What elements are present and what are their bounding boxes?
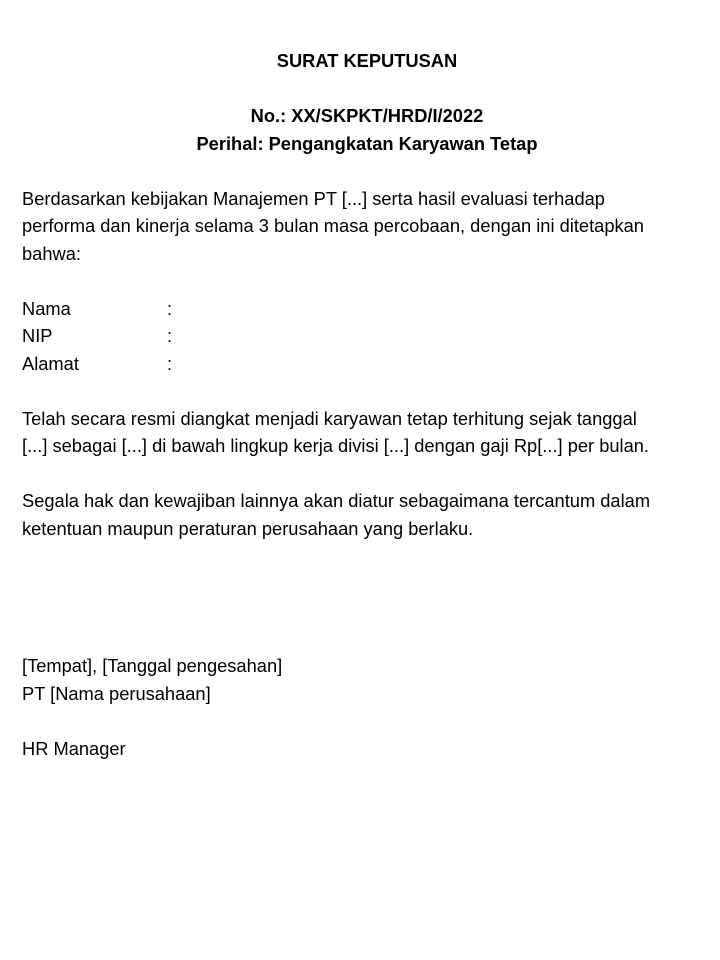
intro-paragraph: [22, 185, 712, 268]
rights-line: Segala hak dan kewajiban lainnya akan diatur sebagaimana tercantum dalam: [22, 490, 651, 511]
document-page: [22, 47, 712, 762]
intro-line: bahwa:: [22, 242, 81, 264]
spacer: [22, 157, 712, 185]
document-title: SURAT KEPUTUSAN: [276, 50, 458, 71]
spacer: [22, 625, 712, 653]
intro-line: Berdasarkan kebijakan Manajemen PT [...] serta hasil evaluasi terhadap: [22, 187, 605, 209]
signature-company: PT [Nama perusahaan]: [22, 682, 211, 704]
spacer: [22, 542, 712, 570]
appointment-line: Telah secara resmi diangkat menjadi karyawan tetap terhitung sejak tanggal: [22, 407, 637, 429]
rights-line: ketentuan maupun peraturan perusahaan yang berlaku.: [22, 517, 474, 539]
document-number: No.: XX/SKPKT/HRD/I/2022: [250, 105, 484, 126]
spacer: [22, 75, 712, 103]
field-label: Nama: [22, 297, 71, 319]
field-separator: :: [167, 352, 173, 374]
document-subject: Perihal: Pengangkatan Karyawan Tetap: [196, 132, 538, 154]
rights-paragraph: [22, 487, 712, 542]
field-separator: :: [167, 325, 173, 346]
spacer: [22, 267, 712, 295]
spacer: [22, 570, 712, 598]
spacer: [22, 707, 712, 735]
field-nip: [22, 322, 712, 350]
field-label: Alamat: [22, 352, 79, 374]
spacer: [22, 377, 712, 405]
employee-fields: [22, 295, 712, 378]
appointment-paragraph: [22, 405, 712, 460]
field-alamat: [22, 350, 712, 378]
spacer: [22, 460, 712, 488]
field-label: NIP: [22, 325, 53, 346]
spacer: [22, 597, 712, 625]
field-separator: :: [167, 297, 173, 319]
signature-position: HR Manager: [22, 737, 126, 759]
intro-line: performa dan kinerja selama 3 bulan masa percobaan, dengan ini ditetapkan: [22, 215, 644, 236]
signature-block: [22, 652, 712, 762]
field-nama: [22, 295, 712, 323]
appointment-line: [...] sebagai [...] di bawah lingkup kerja divisi [...] dengan gaji Rp[...] per bulan.: [22, 435, 649, 456]
signature-place-date: [Tempat], [Tanggal pengesahan]: [22, 655, 283, 676]
